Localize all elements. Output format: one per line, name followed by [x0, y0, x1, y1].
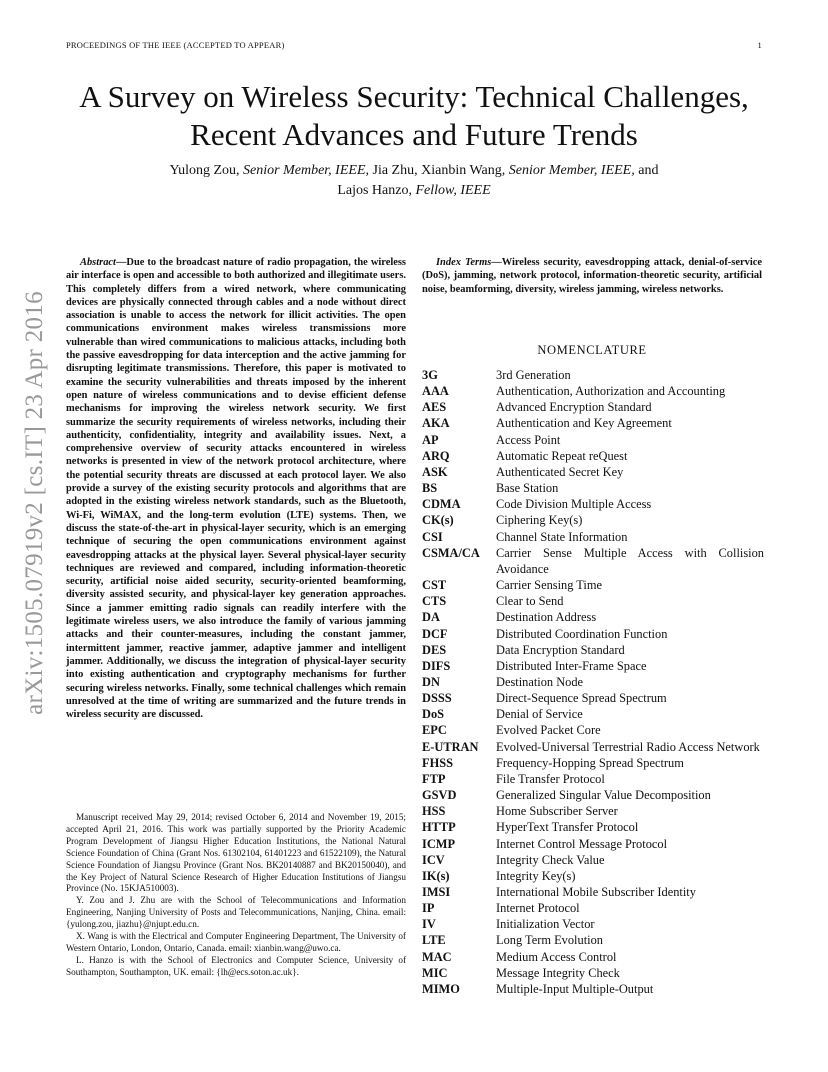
nomenclature-entry [422, 399, 764, 415]
nomenclature-abbr: AES [422, 400, 447, 415]
author-list [60, 161, 768, 201]
nomenclature-entry [422, 658, 764, 674]
nomenclature-entry [422, 932, 764, 948]
nomenclature-abbr: CTS [422, 594, 447, 609]
nomenclature-definition: Distributed Coordination Function [496, 626, 668, 641]
author-grade: Senior Member, IEEE, [508, 163, 635, 178]
index-terms-text: —Wireless security, eavesdropping attack, denial-of-service (DoS), jamming, network protocol, information-theoretic security, artificial noise, beamforming, diversity, wireless jamming, wireless networks. [422, 257, 762, 295]
paper-title: A Survey on Wireless Security: Technical Challenges, Recent Advances and Future Trends [79, 79, 749, 152]
arxiv-watermark [20, 268, 50, 738]
nomenclature-entry [422, 949, 764, 965]
nomenclature-entry [422, 512, 764, 528]
nomenclature-entry [422, 739, 764, 755]
nomenclature-abbr: DSSS [422, 691, 452, 706]
nomenclature-definition: Destination Node [496, 674, 584, 689]
nomenclature-definition: Ciphering Key(s) [496, 513, 583, 528]
nomenclature-abbr: EPC [422, 723, 447, 738]
nomenclature-entry [422, 529, 764, 545]
nomenclature-definition: Automatic Repeat reQuest [496, 448, 628, 463]
nomenclature-entry [422, 916, 764, 932]
nomenclature-abbr: DCF [422, 626, 448, 641]
nomenclature-abbr: DIFS [422, 658, 451, 673]
nomenclature-abbr: 3G [422, 368, 438, 382]
nomenclature-definition: HyperText Transfer Protocol [496, 820, 639, 835]
nomenclature-abbr: CK(s) [422, 513, 454, 528]
nomenclature-abbr: CDMA [422, 497, 461, 512]
nomenclature-definition: Direct-Sequence Spread Spectrum [496, 691, 667, 706]
page-number: 1 [757, 40, 762, 50]
nomenclature-abbr: MAC [422, 949, 452, 964]
nomenclature-abbr: FHSS [422, 755, 453, 770]
nomenclature-entry [422, 464, 764, 480]
nomenclature-entry [422, 674, 764, 690]
nomenclature-abbr: HTTP [422, 820, 456, 835]
nomenclature-abbr: BS [422, 481, 438, 496]
nomenclature-definition: Message Integrity Check [496, 965, 620, 980]
nomenclature-entry [422, 771, 764, 787]
nomenclature-definition: Channel State Information [496, 529, 628, 544]
nomenclature-abbr: AAA [422, 384, 449, 399]
nomenclature-entry [422, 432, 764, 448]
nomenclature-abbr: ASK [422, 464, 448, 479]
nomenclature-abbr: IV [422, 917, 436, 932]
nomenclature-entry [422, 496, 764, 512]
index-terms [422, 256, 762, 296]
nomenclature-abbr: FTP [422, 771, 446, 786]
nomenclature-abbr: IP [422, 901, 435, 916]
footnotes [66, 812, 406, 979]
nomenclature-abbr: GSVD [422, 788, 457, 803]
nomenclature-abbr: CSI [422, 529, 443, 544]
nomenclature-entry [422, 836, 764, 852]
nomenclature-entry [422, 965, 764, 981]
nomenclature-abbr: AP [422, 432, 439, 447]
nomenclature-entry [422, 868, 764, 884]
nomenclature-entry [422, 852, 764, 868]
nomenclature-definition: Code Division Multiple Access [496, 497, 652, 512]
nomenclature-abbr: AKA [422, 416, 450, 431]
nomenclature-entry [422, 545, 764, 577]
nomenclature-definition: Data Encryption Standard [496, 642, 625, 657]
nomenclature-abbr: DN [422, 674, 440, 689]
nomenclature-abbr: CST [422, 578, 447, 593]
nomenclature-entry [422, 480, 764, 496]
nomenclature-definition: Frequency-Hopping Spread Spectrum [496, 755, 684, 770]
nomenclature-entry [422, 722, 764, 738]
index-terms-label: Index Terms [436, 257, 492, 268]
nomenclature-definition: Integrity Key(s) [496, 868, 576, 883]
nomenclature-entry [422, 981, 764, 997]
journal-name: PROCEEDINGS OF THE IEEE (ACCEPTED TO APPEAR) [66, 40, 285, 50]
nomenclature-list [422, 367, 764, 997]
author-text: and [634, 163, 659, 178]
nomenclature-definition: Authentication and Key Agreement [496, 416, 672, 431]
author-text: Lajos Hanzo, [337, 183, 416, 198]
author-text: Jia Zhu, Xianbin Wang, [369, 163, 509, 178]
author-grade: Fellow, IEEE [415, 183, 491, 198]
nomenclature-entry [422, 415, 764, 431]
author-text: Yulong Zou, [169, 163, 244, 178]
nomenclature-abbr: ARQ [422, 448, 450, 463]
nomenclature-definition: File Transfer Protocol [496, 771, 605, 786]
nomenclature-abbr: DES [422, 642, 447, 657]
nomenclature-definition: Medium Access Control [496, 949, 617, 964]
nomenclature-abbr: E-UTRAN [422, 739, 479, 754]
footnote: Y. Zou and J. Zhu are with the School of Telecommunications and Information Engineering, Nanjing University of Posts and Telecommunications, Nanjing, China. email: {yulong.zou, jiazhu}@njupt.edu.cn. [66, 895, 406, 930]
arxiv-id: arXiv:1505.07919v2 [cs.IT] 23 Apr 2016 [21, 291, 48, 715]
nomenclature-entry [422, 706, 764, 722]
nomenclature-entry [422, 690, 764, 706]
nomenclature-abbr: ICV [422, 852, 445, 867]
nomenclature-entry [422, 884, 764, 900]
nomenclature-definition: Evolved-Universal Terrestrial Radio Access Network [496, 739, 760, 754]
nomenclature-definition: Destination Address [496, 610, 597, 625]
nomenclature-definition: Internet Control Message Protocol [496, 836, 668, 851]
nomenclature-entry [422, 577, 764, 593]
nomenclature-entry [422, 819, 764, 835]
nomenclature-abbr: MIC [422, 965, 448, 980]
nomenclature-definition: Initialization Vector [496, 917, 595, 932]
nomenclature-definition: Authentication, Authorization and Accounting [496, 384, 726, 399]
nomenclature-abbr: CSMA/CA [422, 545, 480, 560]
running-header [66, 40, 762, 50]
nomenclature-abbr: DoS [422, 707, 445, 722]
nomenclature-abbr: LTE [422, 933, 446, 948]
nomenclature-abbr: HSS [422, 804, 446, 819]
nomenclature-definition: Clear to Send [496, 594, 564, 609]
nomenclature-definition: Carrier Sensing Time [496, 578, 603, 593]
nomenclature-heading: NOMENCLATURE [537, 343, 647, 357]
footnote: L. Hanzo is with the School of Electronics and Computer Science, University of Southampton, Southampton, UK. email: {lh@ecs.soton.ac.uk}. [66, 954, 406, 977]
nomenclature-entry [422, 900, 764, 916]
nomenclature-definition: Distributed Inter-Frame Space [496, 658, 647, 673]
abstract-label: Abstract [80, 257, 116, 268]
nomenclature-abbr: DA [422, 610, 440, 625]
nomenclature-definition: Integrity Check Value [496, 852, 605, 867]
nomenclature-definition: Multiple-Input Multiple-Output [496, 981, 654, 996]
nomenclature-entry [422, 755, 764, 771]
nomenclature-definition: Carrier Sense Multiple Access with Collision Avoidance [496, 545, 764, 576]
nomenclature-entry [422, 609, 764, 625]
nomenclature-abbr: MIMO [422, 981, 460, 996]
nomenclature-entry [422, 803, 764, 819]
nomenclature-entry [422, 367, 764, 383]
nomenclature-definition: 3rd Generation [496, 368, 571, 382]
nomenclature-entry [422, 593, 764, 609]
nomenclature-definition: Long Term Evolution [496, 933, 603, 948]
nomenclature-definition: Base Station [496, 481, 559, 496]
footnote: Manuscript received May 29, 2014; revised October 6, 2014 and November 19, 2015; accepted April 21, 2016. This work was partially supported by the Priority Academic Program Development of Jiangsu Higher Education Institutions, the National Natural Science Foundation of China (Grant Nos. 61302104, 61401223 and 61522109), the Natural Science Foundation of Jiangsu Province (Grant Nos. BK20140887 and BK20150040), and the Key Project of Natural Science Research of Higher Education Institutions of Jiangsu Province (No. 15KJA510003). [66, 812, 406, 894]
nomenclature-definition: Generalized Singular Value Decomposition [496, 788, 711, 803]
nomenclature-abbr: IK(s) [422, 868, 450, 883]
footnote: X. Wang is with the Electrical and Computer Engineering Department, The University of Western Ontario, London, Ontario, Canada. email: xianbin.wang@uwo.ca. [66, 931, 406, 953]
nomenclature-entry [422, 642, 764, 658]
author-grade: Senior Member, IEEE, [243, 163, 369, 178]
nomenclature-abbr: IMSI [422, 885, 451, 899]
nomenclature-definition: Internet Protocol [496, 901, 580, 916]
nomenclature-definition: Home Subscriber Server [496, 804, 618, 819]
nomenclature-entry [422, 626, 764, 642]
nomenclature-entry [422, 448, 764, 464]
abstract-text: —Due to the broadcast nature of radio propagation, the wireless air interface is open and accessible to both authorized and illegitimate users. This completely differs from a wired network, where communicating devices are physically connected through cables and a node without direct association is unable to access the network for illicit activities. The open communications environment makes wireless transmissions more vulnerable than wired communications to malicious attacks, including both the passive eavesdropping for data interception and the active jamming for disrupting legitimate transmissions. Therefore, this paper is motivated to examine the security vulnerabilities and threats imposed by the inherent open nature of wireless communications and to devise efficient defense mechanisms for improving the wireless network security. We first summarize the security requirements of wireless networks, including their authenticity, confidentiality, integrity and availability issues. Next, a comprehensive overview of security attacks encountered in wireless networks is presented in view of the network protocol architecture, where the potential security threats are discussed at each protocol layer. We also provide a survey of the existing security protocols and algorithms that are adopted in the existing wireless network standards, such as the Bluetooth, Wi-Fi, WiMAX, and the long-term evolution (LTE) systems. Then, we discuss the state-of-the-art in physical-layer security, which is an emerging technique of securing the open communications environment against eavesdropping attacks at the physical layer. Several physical-layer security techniques are reviewed and compared, including information-theoretic security, artificial noise aided security, security-oriented beamforming, diversity assisted security, and physical-layer key generation approaches. Since a jammer emitting radio signals can readily interfere with the legitimate wireless users, we also introduce the family of various jamming attacks and their counter-measures, including the constant jammer, intermittent jammer, reactive jammer, adaptive jammer and intelligent jammer. Additionally, we discuss the integration of physical-layer security into existing authentication and cryptography mechanisms for further securing wireless networks. Finally, some technical challenges which remain unresolved at the time of writing are summarized and the future trends in wireless security are discussed. [66, 257, 406, 721]
nomenclature-abbr: ICMP [422, 836, 456, 851]
nomenclature-entry [422, 787, 764, 803]
nomenclature-entry [422, 383, 764, 399]
nomenclature-definition: Evolved Packet Core [496, 723, 601, 738]
nomenclature-definition: Advanced Encryption Standard [496, 400, 652, 415]
nomenclature-definition: Denial of Service [496, 707, 583, 722]
nomenclature-definition: Access Point [496, 432, 561, 447]
nomenclature-definition: International Mobile Subscriber Identity [496, 885, 696, 899]
abstract [66, 256, 406, 721]
nomenclature-definition: Authenticated Secret Key [496, 464, 624, 479]
